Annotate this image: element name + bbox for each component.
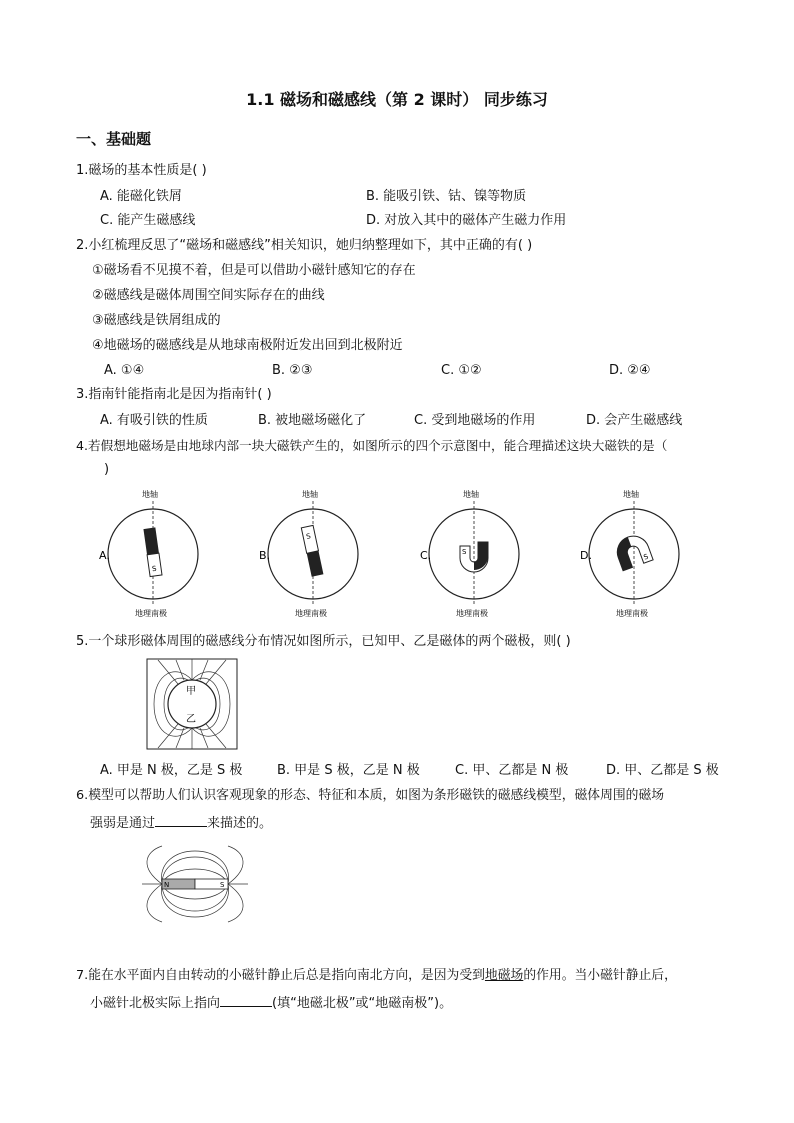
magnet-pole-label: S [151, 564, 158, 574]
south-pole-label: 地理南极 [295, 609, 327, 618]
magnet-n-label: N [164, 881, 170, 889]
q7-text-before-blank: 小磁针北极实际上指向 [90, 996, 221, 1011]
q2-option-a[interactable]: A. ①④ [104, 363, 145, 378]
axis-label: 地轴 [142, 490, 158, 499]
q2-option-d[interactable]: D. ②④ [609, 363, 651, 378]
q6-stem-line2 [90, 812, 272, 833]
figure-letter: D. [580, 549, 592, 562]
q6-text-after-blank: 来描述的。 [207, 816, 273, 831]
q4-figure-d [576, 486, 716, 621]
magnet-pole-label: S [642, 552, 650, 562]
q6-text-before-blank: 强弱是通过 [90, 816, 156, 831]
q5-stem: 5.一个球形磁体周围的磁感线分布情况如图所示，已知甲、乙是磁体的两个磁极，则( ) [76, 634, 571, 649]
q3-stem: 3.指南针能指南北是因为指南针( ) [76, 387, 272, 402]
q6-stem-line1: 6.模型可以帮助人们认识客观现象的形态、特征和本质，如图为条形磁铁的磁感线模型，磁体周围的磁场 [76, 788, 665, 803]
q7-text-2: 的作用。当小磁针静止后， [523, 968, 677, 983]
q1-option-b[interactable]: B. 能吸引铁、钴、镍等物质 [366, 189, 527, 204]
q1-option-c[interactable]: C. 能产生磁感线 [100, 213, 196, 228]
figure-letter: A. [99, 549, 110, 562]
q4-stem-line2: ) [104, 462, 110, 477]
q2-item-1: ①磁场看不见摸不着，但是可以借助小磁针感知它的存在 [92, 263, 416, 278]
q7-answer-blank[interactable] [220, 992, 272, 1007]
q1-option-a[interactable]: A. 能磁化铁屑 [100, 189, 182, 204]
axis-label: 地轴 [463, 490, 479, 499]
q3-option-a[interactable]: A. 有吸引铁的性质 [100, 413, 208, 428]
q3-option-d[interactable]: D. 会产生磁感线 [586, 413, 683, 428]
q7-line2 [90, 992, 452, 1013]
q5-option-b[interactable]: B. 甲是 S 极，乙是 N 极 [277, 763, 420, 778]
figure-letter: C. [420, 549, 432, 562]
q6-answer-blank[interactable] [155, 812, 207, 827]
q7-text-after-blank: (填“地磁北极”或“地磁南极”)。 [272, 996, 453, 1011]
figure-letter: B. [259, 549, 271, 562]
q2-item-4: ④地磁场的磁感线是从地球南极附近发出回到北极附近 [92, 338, 403, 353]
magnet-pole-label: S [305, 532, 312, 541]
q5-figure [146, 658, 238, 750]
q2-stem: 2.小红梳理反思了“磁场和磁感线”相关知识，她归纳整理如下，其中正确的有( ) [76, 238, 533, 253]
axis-label: 地轴 [302, 490, 318, 499]
south-pole-label: 地理南极 [456, 609, 488, 618]
q4-figure-c [416, 486, 556, 621]
q2-option-c[interactable]: C. ①② [441, 363, 482, 378]
q1-stem: 1.磁场的基本性质是( ) [76, 163, 207, 178]
q3-option-b[interactable]: B. 被地磁场磁化了 [258, 413, 367, 428]
q6-bar-magnet-figure [140, 838, 250, 930]
q7-line1 [76, 967, 677, 985]
q5-option-a[interactable]: A. 甲是 N 极，乙是 S 极 [100, 763, 243, 778]
q2-item-2: ②磁感线是磁体周围空间实际存在的曲线 [92, 288, 325, 303]
q5-option-d[interactable]: D. 甲、乙都是 S 极 [606, 763, 719, 778]
south-pole-label: 地理南极 [135, 609, 167, 618]
south-pole-label: 地理南极 [616, 609, 648, 618]
q3-option-c[interactable]: C. 受到地磁场的作用 [414, 413, 536, 428]
q7-text-1: 7.能在水平面内自由转动的小磁针静止后总是指向南北方向，是因为受到 [76, 968, 485, 983]
page-title: 1.1 磁场和磁感线（第 2 课时） 同步练习 [246, 90, 548, 109]
section-heading: 一、基础题 [76, 130, 152, 148]
axis-label: 地轴 [623, 490, 639, 499]
q4-stem-line1: 4.若假想地磁场是由地球内部一块大磁铁产生的，如图所示的四个示意图中，能合理描述这块大磁铁的是（ [76, 438, 668, 453]
pole-top-label: 甲 [186, 686, 196, 697]
q4-figure-b [255, 486, 395, 621]
magnet-pole-label: S [462, 548, 467, 556]
q7-underlined-term: 地磁场 [484, 968, 524, 983]
pole-bottom-label: 乙 [186, 714, 196, 725]
magnet-s-label: S [220, 881, 225, 889]
q1-option-d[interactable]: D. 对放入其中的磁体产生磁力作用 [366, 213, 567, 228]
q2-option-b[interactable]: B. ②③ [272, 363, 313, 378]
q5-option-c[interactable]: C. 甲、乙都是 N 极 [455, 763, 569, 778]
q2-item-3: ③磁感线是铁屑组成的 [92, 313, 221, 328]
q4-figure-a [95, 486, 235, 621]
